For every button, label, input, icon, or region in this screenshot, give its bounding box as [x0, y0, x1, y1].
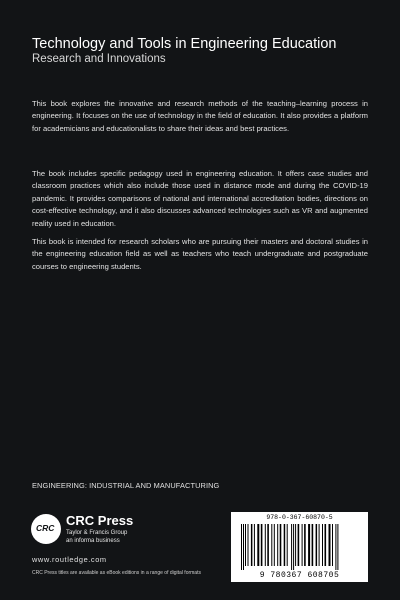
crc-press-logo	[31, 514, 61, 544]
isbn-label: 978-0-367-60870-5	[266, 514, 333, 521]
barcode-bars	[239, 524, 360, 570]
ean-number: 9 780367 608705	[259, 571, 340, 580]
book-title: Technology and Tools in Engineering Education	[32, 36, 337, 52]
publisher-website: www.routledge.com	[32, 555, 107, 564]
publisher-group: Taylor & Francis Group	[66, 530, 128, 536]
barcode	[231, 512, 368, 582]
publisher-tagline: an informa business	[66, 538, 120, 544]
logo-text: CRC	[36, 523, 55, 533]
book-subtitle: Research and Innovations	[32, 53, 166, 65]
subject-category: ENGINEERING: INDUSTRIAL AND MANUFACTURING	[32, 481, 220, 490]
description-paragraph-2: The book includes specific pedagogy used in engineering education. It offers case studies and classroom practices which also include those used in distance mode and during the COVID-19 pandemic. It provides comparisons of national and international accreditation bodies, directions on cost-effective technology, and it also discusses advanced technologies such as VR and augmented reality used in education.	[32, 169, 368, 228]
publisher-name: CRC Press	[66, 513, 134, 528]
ebook-footnote: CRC Press titles are available as eBook editions in a range of digital formats	[32, 570, 201, 576]
description-paragraph-3: This book is intended for research scholars who are pursuing their masters and doctoral studies in the engineering education field as well as teachers who teach undergraduate and postgraduate courses to engineering students.	[32, 237, 368, 271]
description-paragraph-1: This book explores the innovative and research methods of the teaching–learning process in engineering. It focuses on the use of technology in the field of education. It also provides a platform for academicians and educationalists to share their ideas and best practices.	[32, 99, 368, 133]
